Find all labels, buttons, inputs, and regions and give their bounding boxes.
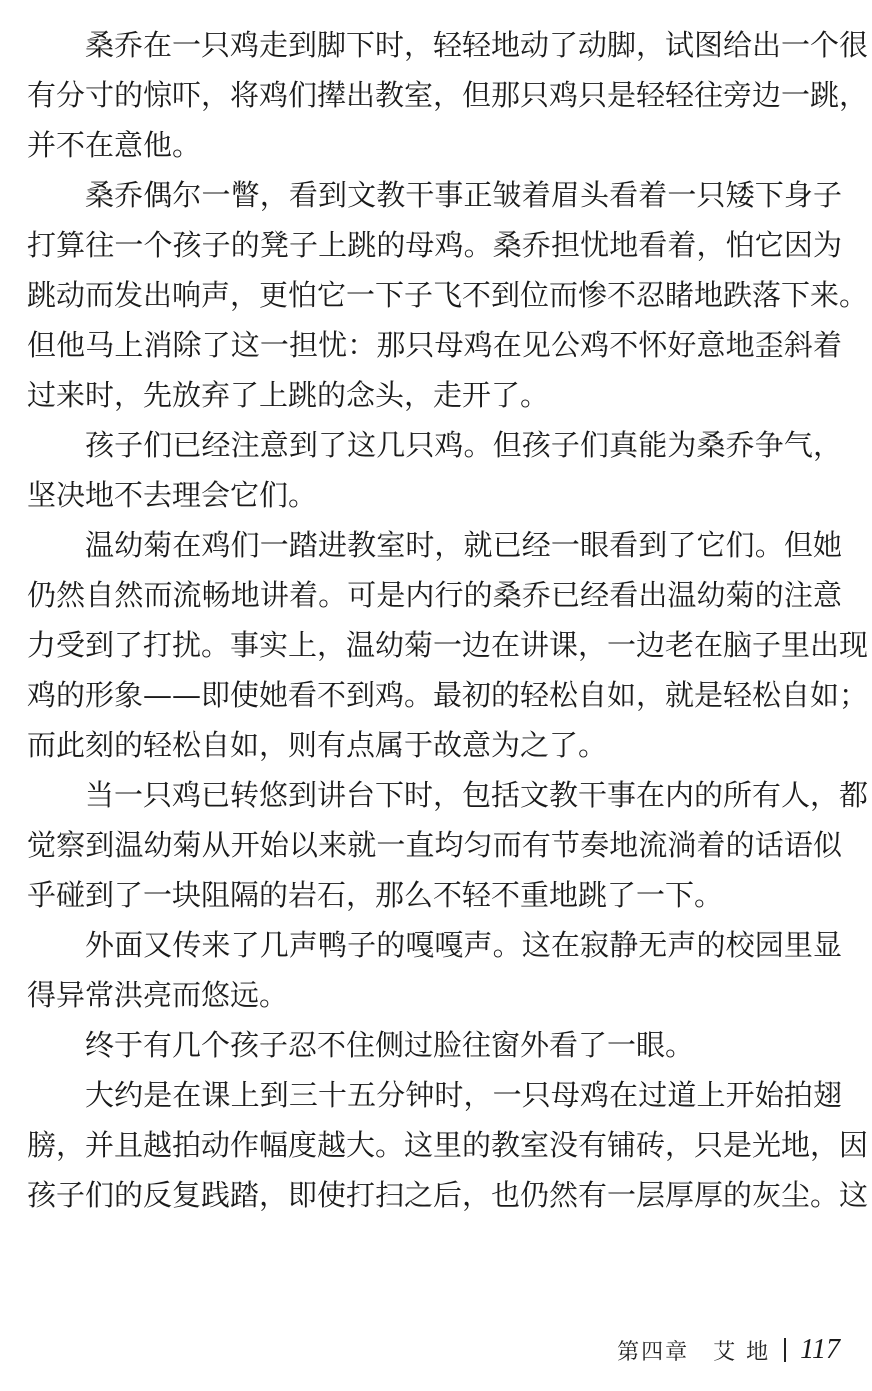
text-line: 桑乔在一只鸡走到脚下时，轻轻地动了动脚，试图给出一个很 [85,28,869,62]
text-line: 有分寸的惊吓，将鸡们撵出教室，但那只鸡只是轻轻往旁边一跳， [27,78,869,112]
paragraph [27,770,869,920]
paragraph [27,520,869,770]
text-line: 鸡的形象——即使她看不到鸡。最初的轻松自如，就是轻松自如； [27,678,869,712]
paragraph [27,420,842,520]
text-line: 温幼菊在鸡们一踏进教室时，就已经一眼看到了它们。但她 [85,528,842,562]
paragraph [27,170,869,420]
paragraph [27,1020,842,1070]
text-line: 打算往一个孩子的凳子上跳的母鸡。桑乔担忧地看着，怕它因为 [27,228,842,262]
paragraph [27,920,842,1020]
text-line: 当一只鸡已转悠到讲台下时，包括文教干事在内的所有人，都 [85,778,869,812]
body-text [27,20,869,1220]
running-head-chapter: 第四章 艾 地 [617,1339,771,1365]
text-line: 大约是在课上到三十五分钟时，一只母鸡在过道上开始拍翅 [85,1078,842,1112]
text-line: 仍然自然而流畅地讲着。可是内行的桑乔已经看出温幼菊的注意 [27,578,842,612]
text-line: 而此刻的轻松自如，则有点属于故意为之了。 [27,728,608,762]
text-line: 乎碰到了一块阻隔的岩石，那么不轻不重地跳了一下。 [27,878,724,912]
text-line: 孩子们已经注意到了这几只鸡。但孩子们真能为桑乔争气， [85,428,842,462]
text-line: 力受到了打扰。事实上，温幼菊一边在讲课，一边老在脑子里出现 [27,628,869,662]
text-line: 膀，并且越拍动作幅度越大。这里的教室没有铺砖，只是光地，因 [27,1128,869,1162]
footer-divider [784,1338,786,1362]
text-line: 过来时，先放弃了上跳的念头，走开了。 [27,378,550,412]
text-line: 得异常洪亮而悠远。 [27,978,289,1012]
text-line: 但他马上消除了这一担忧：那只母鸡在见公鸡不怀好意地歪斜着 [27,328,842,362]
page-number: 117 [800,1334,840,1365]
page-footer [617,1330,840,1370]
text-line: 孩子们的反复践踏，即使打扫之后，也仍然有一层厚厚的灰尘。这 [27,1178,869,1212]
paragraph [27,20,869,170]
text-line: 觉察到温幼菊从开始以来就一直均匀而有节奏地流淌着的话语似 [27,828,842,862]
text-line: 终于有几个孩子忍不住侧过脸往窗外看了一眼。 [85,1028,695,1062]
text-line: 外面又传来了几声鸭子的嘎嘎声。这在寂静无声的校园里显 [85,928,842,962]
paragraph [27,1070,869,1220]
text-line: 跳动而发出响声，更怕它一下子飞不到位而惨不忍睹地跌落下来。 [27,278,869,312]
text-line: 并不在意他。 [27,128,202,162]
text-line: 桑乔偶尔一瞥，看到文教干事正皱着眉头看着一只矮下身子 [85,178,842,212]
text-line: 坚决地不去理会它们。 [27,478,318,512]
